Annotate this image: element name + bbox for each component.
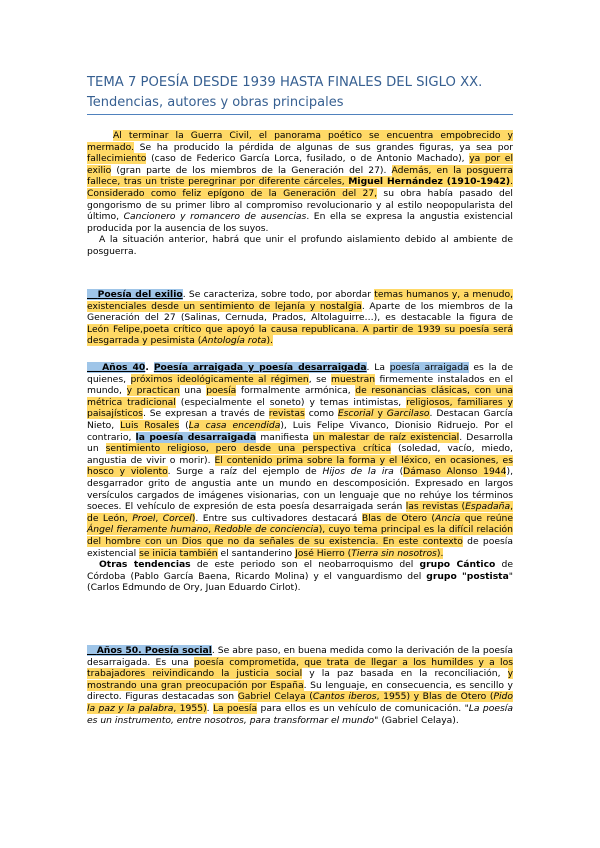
hl-text: fallecimiento <box>87 153 147 165</box>
text: . Aparte de los miembros de la Generación del 27 (Salinas, Cernuda, Prados, Altolaguirre…), es destacable la figura de <box>87 300 513 324</box>
text: (Gabriel Celaya). <box>378 714 459 726</box>
text: ), Luis Felipe Vivanco, Dionisio Ridruejo. Por el contrario, <box>87 419 514 443</box>
hl-text: que reúne <box>460 512 513 524</box>
hl-italic-title: Corcel <box>162 512 192 524</box>
hl-text: . Considerado como feliz epígono de la Generación del 27, <box>87 176 513 199</box>
hl-italic-title: Garcilaso <box>386 408 430 420</box>
text: (especialmente el soneto) y temas intimistas, <box>175 396 407 408</box>
text: ( <box>179 419 189 431</box>
italic-quote: "La poesía es un instrumento, entre nosotros, para transformar el mundo" <box>87 702 513 726</box>
anos40-section <box>87 362 513 594</box>
hl-text: poesía <box>206 385 237 397</box>
hl-italic-title: La casa encendida <box>188 419 281 431</box>
hl-text: religiosos, familiares y paisajísticos <box>87 396 513 420</box>
intro-paragraph-2: A la situación anterior, habrá que unir el profundo aislamiento debido al ambiente de posguerra. <box>87 234 513 257</box>
text: formalmente armónica, <box>236 385 356 397</box>
italic-title: Hijos de la ira <box>322 466 394 478</box>
hl-italic-title: Proel <box>132 512 156 524</box>
hl-italic-title: Pido la paz y la palabra <box>87 691 514 714</box>
text: de poesía existencial <box>87 535 513 559</box>
heading-text: Poesía del exilio <box>97 289 183 300</box>
hl-italic-title: Antología rota <box>201 335 267 347</box>
hl-text: revistas <box>268 408 305 420</box>
hl-text: se inicia también <box>139 547 218 559</box>
text: (soledad, vacío, miedo, angustia de vivir o morir). <box>87 443 513 466</box>
hl-text: Blas de Otero ( <box>361 512 436 524</box>
section-subheading: Poesía arraigada y poesía desarraigada <box>153 362 367 373</box>
hl-text: sentimiento religioso, pero desde una perspectiva crítica <box>105 443 392 455</box>
hl-text: poesía comprometida, que trata de llegar a los humildes y a los trabajadores reivindicando la justicia social <box>87 656 513 680</box>
intro-section <box>87 130 513 258</box>
hl-text: , <box>208 524 215 536</box>
text: como <box>304 408 338 420</box>
text: . Desarrolla un <box>87 431 513 455</box>
hl-text: , <box>155 512 163 524</box>
text: . Destacan García Nieto, <box>87 408 514 431</box>
hl-text: ). <box>436 547 444 559</box>
text: " (Carlos Edmundo de Ory, Juan Eduardo Cirlot). <box>87 570 514 594</box>
anos40-paragraph: Años 40. Poesía arraigada y poesía desarraigada. La poesía arraigada es la de quienes, próximos ideológicamente al régimen, se muestran firmemente instalados en el mundo, y practican una poesía formalmente armónica, de resonancias clásicas, con una métrica tradicional (especialmente el soneto) y temas intimistas, religiosos, familiares y paisajísticos. Se expresan a través de revistas como Escorial y Garcilaso. Destacan García Nieto, Luis Rosales (La casa encendida), Luis Felipe Vivanco, Dionisio Ridruejo. Por el contrario, la poesía desarraigada manifiesta un malestar de raíz existencial. Desarrolla un sentimiento religioso, pero desde una perspectiva crítica (soledad, vacío, miedo, angustia de vivir o morir). El contenido prima sobre la forma y el léxico, en ocasiones, es hosco y violento. Surge a raíz del ejemplo de Hijos de la ira (Dámaso Alonso 1944), desgarrador grito de angustia ante un mundo en descomposición. Expresado en largos versículos cargados de imágenes visionarias, con un lenguaje que no rehúye los términos soeces. El vehículo de expresión de esta poesía desarraigada serán las revistas (Espadaña, de León, Proel, Corcel). Entre sus cultivadores destacará Blas de Otero (Ancia que reúne Ángel fieramente humano, Redoble de conciencia), cuyo tema principal es la difícil relación del hombre con un Dios que no da señales de su existencia. En este contexto de poesía existencial se inicia también el santanderino José Hierro (Tierra sin nosotros). <box>87 362 514 559</box>
hl-text: León Felipe,poeta crítico que apoyó la causa republicana. A partir de 1939 su poesía será desgarrada y pesimista ( <box>87 323 513 347</box>
hl-text: Luis Rosales <box>120 419 180 431</box>
hl-italic-title: Espadaña <box>465 501 511 513</box>
anos50-section <box>87 645 513 726</box>
hl-text: , de León, <box>87 501 513 524</box>
title-line-2: Tendencias, autores y obras principales <box>87 95 344 110</box>
text: de Córdoba (Pablo García Baena, Ricardo Molina) y el vanguardismo del <box>87 559 513 582</box>
hl-text: poesía arraigada <box>389 362 469 373</box>
hl-text: ), cuyo tema principal es la difícil relación del hombre con un Dios que no da señales de su existencia. En este contexto <box>87 524 513 547</box>
hl-text: las revistas ( <box>405 501 466 513</box>
text: . <box>206 702 213 714</box>
text: ), desgarrador grito de angustia ante un mundo en descomposición. Expresado en largos versículos cargados de imágenes visionarias, con un lenguaje que no rehúye los términos soeces. El vehículo de expresión de esta poesía desarraigada serán <box>87 466 513 513</box>
text: firmemente instalados en el mundo, <box>87 373 514 397</box>
text: es la de quienes, <box>87 362 513 385</box>
text: de este periodo son el neobarroquismo del <box>190 559 420 571</box>
anos40-other-paragraph <box>87 559 513 594</box>
hl-text: temas humanos y, a menudo, existenciales desde un sentimiento de lejanía y nostalgia <box>87 289 513 312</box>
text: . Su lenguaje, en consecuencia, es sencillo y directo. Figuras destacadas son <box>87 679 513 703</box>
hl-text: próximos ideológicamente al régimen <box>130 373 309 385</box>
hl-text: y mostrando una gran preocupación por España <box>87 668 513 691</box>
title-underline-rule <box>87 114 513 115</box>
hl-text: , 1955) <box>173 702 207 714</box>
text: para ellos es un vehículo de comunicación. <box>257 702 465 714</box>
exilio-paragraph <box>87 289 513 347</box>
hl-text: La poesía <box>212 702 258 714</box>
text: . Se caracteriza, sobre todo, por abordar <box>182 289 375 300</box>
anos50-paragraph <box>87 645 513 726</box>
text: su obra había pasado del gongorismo de su primer libro al compromiso revolucionario y al estilo neopopularista del último, <box>87 187 513 223</box>
italic-title: Cancionero y romancero de ausencias <box>123 211 307 223</box>
section-heading <box>87 289 183 300</box>
hl-italic-title: Redoble de conciencia <box>214 524 319 536</box>
exilio-section <box>87 289 513 347</box>
hl-text: ). <box>266 335 273 347</box>
text: . Surge a raíz del ejemplo de <box>167 466 323 478</box>
hl-italic-title: Tierra sin nosotros <box>351 547 437 559</box>
hl-italic-title: Cantos iberos <box>312 691 377 703</box>
hl-text: Además, en la posguerra fallece, tras un triste peregrinar por diferente cárceles, <box>87 164 513 188</box>
text: , se <box>308 373 331 385</box>
hl-text: Dámaso Alonso 1944 <box>403 466 507 478</box>
heading-subtitle: Poesía social <box>144 645 212 656</box>
bold-text: grupo Cántico <box>419 559 496 571</box>
text: (caso de Federico García Lorca, fusilado, o de Antonio Machado), <box>146 153 470 165</box>
hl-text: ya por el exilio <box>87 153 514 176</box>
text: y la paz basada en la reconciliación, <box>302 668 508 680</box>
hl-bold-text: Miguel Hernández (1910-1942) <box>348 176 511 188</box>
hl-text: Al terminar la Guerra Civil, el panorama poético se encuentra empobrecido y mermado. <box>87 130 513 153</box>
text: el santanderino <box>217 547 296 559</box>
text: . La <box>366 362 390 373</box>
hl-text: y practican <box>126 385 180 397</box>
hl-text: de resonancias clásicas, con una métrica tradicional <box>87 385 513 408</box>
section-heading <box>87 362 145 373</box>
text: Se ha producido la pérdida de algunas de sus grandes figuras, ya sea por <box>134 141 513 153</box>
intro-paragraph <box>87 130 513 234</box>
text: una <box>179 385 207 397</box>
hl-text: la poesía desarraigada <box>135 431 257 443</box>
text: (gran parte de los miembros de la Generación del 27). <box>111 164 392 176</box>
hl-text: , 1955) y Blas de Otero ( <box>376 691 494 703</box>
hl-italic-title: Ancia <box>435 512 461 524</box>
hl-text: ) <box>191 512 196 524</box>
bold-text: Otras tendencias <box>99 559 191 571</box>
hl-italic-title: Escorial <box>337 408 374 420</box>
hl-text: El contenido prima sobre la forma y el léxico, en ocasiones, es hosco y violento <box>87 454 513 478</box>
bold-text: grupo "postista <box>426 570 509 582</box>
hl-text: José Hierro ( <box>295 547 352 559</box>
text: . Se abre paso, en buena medida como la derivación de la poesía desarraigada. Es una <box>87 645 513 668</box>
hl-text: muestran <box>331 373 376 385</box>
hl-text: un malestar de raíz existencial <box>312 431 460 443</box>
title-line-1: TEMA 7 POESÍA DESDE 1939 HASTA FINALES DEL SIGLO XX. <box>87 75 483 90</box>
text: . Entre sus cultivadores destacará <box>195 512 362 524</box>
hl-text: Gabriel Celaya ( <box>237 691 313 703</box>
text: . En ella se expresa la angustia existencial producida por la ausencia de los suyos. <box>87 211 513 234</box>
document-title <box>87 73 527 113</box>
heading-text: Años 50 <box>96 645 139 656</box>
text: manifiesta <box>256 431 313 443</box>
text: . Se expresan a través de <box>142 408 269 420</box>
hl-italic-title: Ángel fieramente humano <box>87 524 209 536</box>
heading-text: Años 40 <box>102 362 146 373</box>
section-heading: Años 50. Poesía social <box>87 645 212 656</box>
hl-text: y <box>373 408 387 420</box>
text: ( <box>393 466 404 478</box>
